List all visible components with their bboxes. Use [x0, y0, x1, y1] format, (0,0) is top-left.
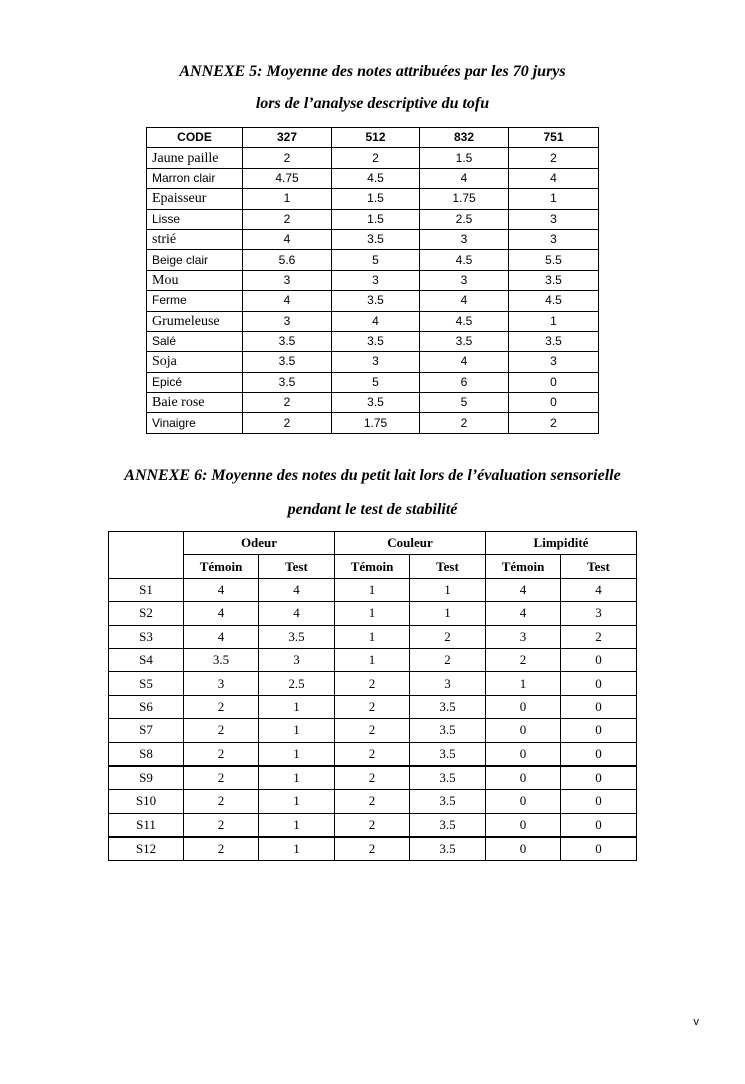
row-label: S12 [109, 837, 184, 861]
table-cell: 4 [243, 229, 332, 249]
table-cell: 1.75 [420, 189, 509, 209]
table-cell: 1 [243, 189, 332, 209]
table-cell: 2.5 [420, 209, 509, 229]
table-cell: 1 [509, 311, 599, 331]
row-label: Vinaigre [147, 413, 243, 433]
table-cell: 3.5 [332, 291, 420, 311]
table-cell: 4 [259, 578, 335, 601]
table-row [147, 148, 599, 168]
empty-corner-cell [109, 532, 184, 579]
table-cell: 3 [509, 352, 599, 372]
table-cell: 1 [335, 648, 410, 671]
row-label: S11 [109, 813, 184, 837]
group-limpidite: Limpidité [486, 532, 637, 555]
table-cell: 1 [259, 766, 335, 790]
table-row [147, 189, 599, 209]
table-cell: 5.5 [509, 250, 599, 270]
table-row [109, 648, 637, 671]
table-cell: 4.5 [509, 291, 599, 311]
row-label: Marron clair [147, 168, 243, 188]
table-cell: 3.5 [243, 372, 332, 392]
table-row [109, 766, 637, 790]
row-label: S9 [109, 766, 184, 790]
table-cell: 3.5 [410, 790, 486, 813]
table-cell: 0 [561, 719, 637, 742]
table-cell: 3.5 [410, 766, 486, 790]
table-cell: 2 [184, 790, 259, 813]
table-cell: 2 [184, 719, 259, 742]
table-cell: 3 [184, 672, 259, 695]
table-cell: 4 [259, 602, 335, 625]
table-cell: 2 [410, 648, 486, 671]
table-row [147, 250, 599, 270]
row-label: Ferme [147, 291, 243, 311]
row-label: S6 [109, 695, 184, 718]
table-cell: 3 [332, 270, 420, 290]
table-cell: 3.5 [332, 229, 420, 249]
table-cell: 1 [259, 837, 335, 861]
table-cell: 5.6 [243, 250, 332, 270]
table-cell: 2 [509, 413, 599, 433]
table-cell: 0 [509, 372, 599, 392]
table-cell: 2 [184, 766, 259, 790]
table-cell: 4 [486, 578, 561, 601]
table-cell: 3 [410, 672, 486, 695]
table-row [147, 372, 599, 392]
table-cell: 6 [420, 372, 509, 392]
table-cell: 3.5 [410, 813, 486, 837]
table-cell: 2 [335, 695, 410, 718]
subheader-temoin: Témoin [335, 555, 410, 578]
row-label: strié [147, 229, 243, 249]
annexe6-title-line2: pendant le test de stabilité [287, 501, 458, 518]
table-row [147, 331, 599, 351]
table-cell: 2 [420, 413, 509, 433]
table-row [147, 291, 599, 311]
table-cell: 0 [486, 742, 561, 766]
table-row [147, 393, 599, 413]
table-row [147, 413, 599, 433]
row-label: S3 [109, 625, 184, 648]
table-cell: 2 [335, 672, 410, 695]
table-row [147, 352, 599, 372]
row-label: Beige clair [147, 250, 243, 270]
table-cell: 3.5 [410, 695, 486, 718]
table-cell: 3.5 [184, 648, 259, 671]
table-cell: 0 [486, 695, 561, 718]
table-cell: 3.5 [243, 352, 332, 372]
table-cell: 0 [509, 393, 599, 413]
annexe5-title-line2: lors de l’analyse descriptive du tofu [255, 95, 490, 112]
header-code: CODE [147, 128, 243, 148]
table-cell: 3.5 [410, 837, 486, 861]
table-cell: 2.5 [259, 672, 335, 695]
table-cell: 3 [332, 352, 420, 372]
header-832: 832 [420, 128, 509, 148]
table-cell: 1 [335, 578, 410, 601]
table-cell: 1 [259, 813, 335, 837]
table-cell: 4 [184, 602, 259, 625]
table-row [109, 695, 637, 718]
table-cell: 4 [561, 578, 637, 601]
annexe6-table [108, 531, 637, 861]
header-327: 327 [243, 128, 332, 148]
table-cell: 3 [259, 648, 335, 671]
table-cell: 4.5 [332, 168, 420, 188]
table-cell: 4.5 [420, 250, 509, 270]
table-cell: 0 [561, 648, 637, 671]
row-label: Epicé [147, 372, 243, 392]
table-cell: 2 [184, 742, 259, 766]
table-cell: 0 [561, 790, 637, 813]
row-label: Jaune paille [147, 148, 243, 168]
table-cell: 4 [184, 625, 259, 648]
page-number: v [693, 1016, 699, 1028]
table-cell: 2 [486, 648, 561, 671]
table-cell: 3 [420, 270, 509, 290]
table-cell: 3 [243, 311, 332, 331]
row-label: Salé [147, 331, 243, 351]
row-label: Grumeleuse [147, 311, 243, 331]
table-cell: 4 [420, 168, 509, 188]
table-cell: 0 [561, 742, 637, 766]
annexe5-title-line1: ANNEXE 5: Moyenne des notes attribuées par les 70 jurys [179, 63, 566, 80]
row-label: Mou [147, 270, 243, 290]
table-cell: 1.5 [332, 189, 420, 209]
header-751: 751 [509, 128, 599, 148]
table-cell: 0 [561, 766, 637, 790]
table-cell: 3 [420, 229, 509, 249]
table-cell: 3.5 [410, 742, 486, 766]
table-cell: 3 [509, 209, 599, 229]
table-cell: 2 [243, 393, 332, 413]
table-cell: 4.75 [243, 168, 332, 188]
row-label: S7 [109, 719, 184, 742]
table-cell: 3 [243, 270, 332, 290]
table-cell: 1.5 [332, 209, 420, 229]
row-label: Baie rose [147, 393, 243, 413]
table-cell: 4 [332, 311, 420, 331]
table-cell: 1 [486, 672, 561, 695]
table-cell: 0 [561, 813, 637, 837]
annexe6-title-line1: ANNEXE 6: Moyenne des notes du petit lait lors de l’évaluation sensorielle [124, 467, 621, 484]
table-cell: 3.5 [243, 331, 332, 351]
table-cell: 1 [259, 790, 335, 813]
table-cell: 0 [486, 837, 561, 861]
table-cell: 0 [561, 695, 637, 718]
table-cell: 2 [335, 813, 410, 837]
table-row [109, 742, 637, 766]
table-cell: 4 [184, 578, 259, 601]
table-cell: 0 [486, 719, 561, 742]
table-row [147, 229, 599, 249]
table-cell: 2 [335, 742, 410, 766]
table-cell: 3 [561, 602, 637, 625]
table-cell: 1 [335, 625, 410, 648]
table-cell: 5 [420, 393, 509, 413]
table-row [147, 209, 599, 229]
table-cell: 1 [410, 602, 486, 625]
table-cell: 4 [509, 168, 599, 188]
row-label: Soja [147, 352, 243, 372]
row-label: Lisse [147, 209, 243, 229]
table-row [109, 790, 637, 813]
row-label: S5 [109, 672, 184, 695]
annexe6-subheader-row [109, 555, 637, 578]
table-row [147, 168, 599, 188]
annexe5-header-row [147, 128, 599, 148]
table-cell: 0 [486, 813, 561, 837]
table-cell: 4 [243, 291, 332, 311]
row-label: S2 [109, 602, 184, 625]
table-row [109, 837, 637, 861]
annexe6-group-row [109, 532, 637, 555]
table-cell: 3.5 [509, 270, 599, 290]
table-cell: 1.75 [332, 413, 420, 433]
table-row [109, 719, 637, 742]
row-label: S4 [109, 648, 184, 671]
table-cell: 2 [335, 766, 410, 790]
subheader-temoin: Témoin [184, 555, 259, 578]
table-cell: 2 [335, 790, 410, 813]
table-cell: 4.5 [420, 311, 509, 331]
table-cell: 0 [561, 672, 637, 695]
table-cell: 5 [332, 372, 420, 392]
row-label: S8 [109, 742, 184, 766]
table-cell: 2 [561, 625, 637, 648]
subheader-test: Test [259, 555, 335, 578]
table-cell: 5 [332, 250, 420, 270]
table-cell: 4 [486, 602, 561, 625]
table-cell: 1 [410, 578, 486, 601]
table-cell: 3.5 [420, 331, 509, 351]
subheader-temoin: Témoin [486, 555, 561, 578]
table-cell: 0 [561, 837, 637, 861]
table-row [109, 672, 637, 695]
table-cell: 2 [184, 813, 259, 837]
table-cell: 2 [410, 625, 486, 648]
table-row [109, 813, 637, 837]
table-cell: 1 [259, 719, 335, 742]
group-odeur: Odeur [184, 532, 335, 555]
row-label: S10 [109, 790, 184, 813]
table-cell: 3 [486, 625, 561, 648]
table-row [109, 602, 637, 625]
table-row [109, 625, 637, 648]
table-cell: 2 [509, 148, 599, 168]
table-row [147, 270, 599, 290]
table-cell: 3.5 [332, 331, 420, 351]
table-cell: 2 [332, 148, 420, 168]
table-cell: 2 [243, 148, 332, 168]
subheader-test: Test [561, 555, 637, 578]
table-cell: 2 [335, 719, 410, 742]
table-cell: 1 [509, 189, 599, 209]
table-cell: 2 [184, 837, 259, 861]
row-label: Epaisseur [147, 189, 243, 209]
table-cell: 3.5 [332, 393, 420, 413]
table-cell: 1 [335, 602, 410, 625]
subheader-test: Test [410, 555, 486, 578]
table-cell: 2 [243, 413, 332, 433]
table-cell: 0 [486, 790, 561, 813]
header-512: 512 [332, 128, 420, 148]
table-cell: 2 [335, 837, 410, 861]
table-cell: 3.5 [259, 625, 335, 648]
table-cell: 3.5 [509, 331, 599, 351]
table-cell: 3 [509, 229, 599, 249]
table-cell: 1 [259, 695, 335, 718]
table-cell: 1 [259, 742, 335, 766]
row-label: S1 [109, 578, 184, 601]
table-cell: 3.5 [410, 719, 486, 742]
table-cell: 2 [184, 695, 259, 718]
table-row [109, 578, 637, 601]
group-couleur: Couleur [335, 532, 486, 555]
table-cell: 4 [420, 291, 509, 311]
annexe5-table [146, 127, 599, 434]
table-cell: 2 [243, 209, 332, 229]
table-cell: 4 [420, 352, 509, 372]
table-row [147, 311, 599, 331]
table-cell: 0 [486, 766, 561, 790]
table-cell: 1.5 [420, 148, 509, 168]
